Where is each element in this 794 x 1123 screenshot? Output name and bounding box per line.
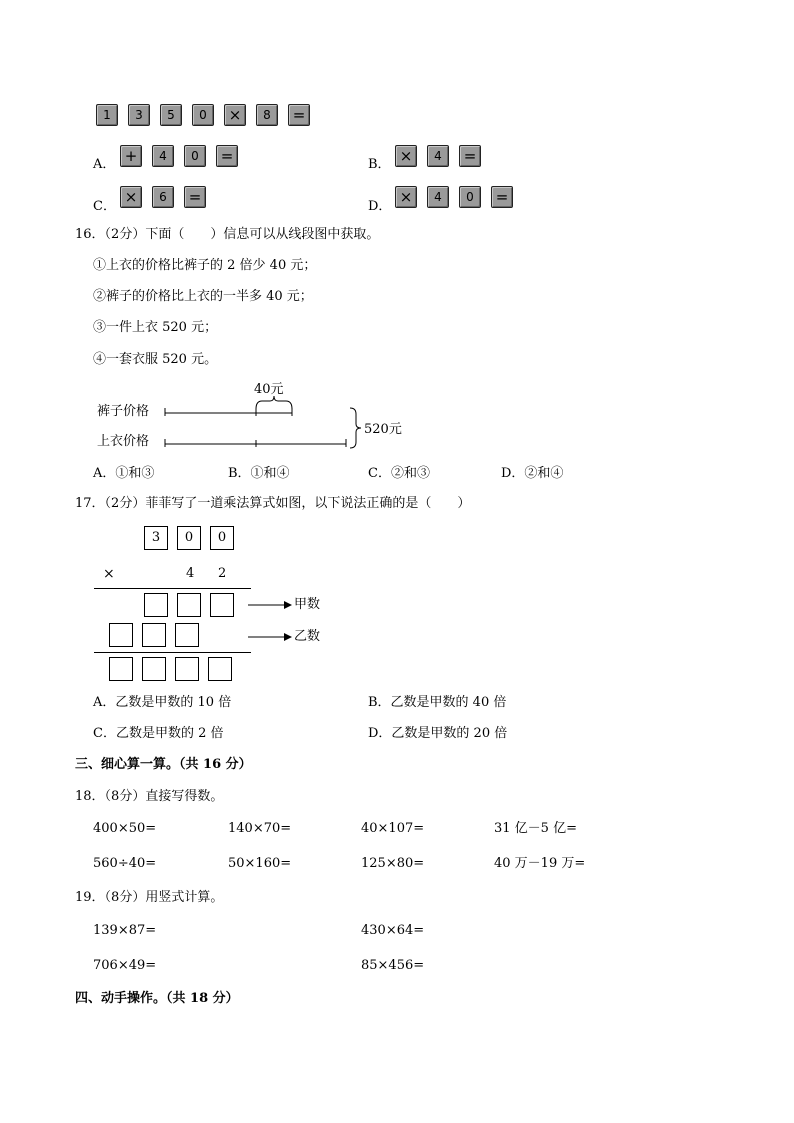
- q18-expr: 125×80=: [361, 856, 425, 871]
- diagram-520-label: 520元: [364, 422, 402, 437]
- key-0: 0: [192, 104, 214, 126]
- q18-expr: 400×50=: [93, 821, 157, 836]
- key-equals: =: [184, 186, 206, 208]
- answer-box: [142, 623, 166, 647]
- q16-option-a: A．①和③: [93, 466, 155, 481]
- answer-box: [175, 657, 199, 681]
- key-times: ×: [395, 145, 417, 167]
- section3-heading: 三、细心算一算。（共 16 分）: [75, 757, 252, 772]
- option-c-letter: C．: [93, 199, 116, 214]
- key-3: 3: [128, 104, 150, 126]
- option-d-letter: D．: [368, 199, 392, 214]
- key-equals: =: [491, 186, 513, 208]
- answer-box: [109, 657, 133, 681]
- key-8: 8: [256, 104, 278, 126]
- q18-expr: 31 亿－5 亿=: [494, 821, 577, 836]
- q16-item-3: ③一件上衣 520 元；: [93, 320, 218, 335]
- answer-box: [208, 657, 232, 681]
- diagram-pants-label: 裤子价格: [97, 404, 150, 419]
- q17-option-a: A．乙数是甲数的 10 倍: [93, 695, 232, 710]
- key-4: 4: [427, 145, 449, 167]
- q16-option-b: B．①和④: [228, 466, 290, 481]
- top-digit-box: 0: [177, 526, 201, 550]
- q19-expr: 706×49=: [93, 958, 157, 973]
- key-times: ×: [395, 186, 417, 208]
- q16-option-d: D．②和④: [501, 466, 564, 481]
- key-equals: =: [288, 104, 310, 126]
- rule-line: [94, 652, 251, 653]
- q16-item-2: ②裤子的价格比上衣的一半多 40 元；: [93, 289, 313, 304]
- q18-expr: 560÷40=: [93, 856, 157, 871]
- answer-box: [175, 623, 199, 647]
- times-sign: ×: [103, 566, 115, 582]
- q19-expr: 139×87=: [93, 923, 157, 938]
- pants-segment: [165, 408, 292, 416]
- q19-expr: 85×456=: [361, 958, 425, 973]
- key-plus: +: [120, 145, 142, 167]
- key-6: 6: [152, 186, 174, 208]
- top-digit-box: 0: [210, 526, 234, 550]
- section4-heading: 四、动手操作。（共 18 分）: [75, 991, 239, 1006]
- q17-option-b: B．乙数是甲数的 40 倍: [368, 695, 507, 710]
- q16-stem: 16．（2分）下面（ ）信息可以从线段图中获取。: [75, 227, 380, 242]
- line-segment-diagram: [0, 0, 794, 470]
- brace-total: [350, 408, 361, 448]
- q18-expr: 140×70=: [228, 821, 292, 836]
- key-equals: =: [216, 145, 238, 167]
- shirt-segment: [165, 439, 346, 447]
- q18-stem: 18．（8分）直接写得数。: [75, 789, 224, 804]
- diagram-shirt-label: 上衣价格: [97, 434, 150, 449]
- q16-item-4: ④一套衣服 520 元。: [93, 352, 218, 367]
- label-jia: 甲数: [294, 597, 321, 612]
- q17-option-d: D．乙数是甲数的 20 倍: [368, 726, 508, 741]
- key-5: 5: [160, 104, 182, 126]
- key-4: 4: [427, 186, 449, 208]
- key-times: ×: [224, 104, 246, 126]
- q18-expr: 40×107=: [361, 821, 425, 836]
- q18-expr: 50×160=: [228, 856, 292, 871]
- q16-option-c: C．②和③: [368, 466, 430, 481]
- key-4: 4: [152, 145, 174, 167]
- arrows: [240, 596, 300, 646]
- answer-box: [142, 657, 166, 681]
- q19-stem: 19．（8分）用竖式计算。: [75, 890, 224, 905]
- diagram-40-label: 40元: [254, 382, 284, 397]
- key-0: 0: [184, 145, 206, 167]
- label-yi: 乙数: [294, 629, 321, 644]
- multiplier-digit: 4: [186, 566, 195, 581]
- key-equals: =: [459, 145, 481, 167]
- q19-expr: 430×64=: [361, 923, 425, 938]
- q17-stem: 17．（2分）菲菲写了一道乘法算式如图，以下说法正确的是（ ）: [75, 496, 471, 511]
- answer-box: [144, 593, 168, 617]
- rule-line: [94, 588, 251, 589]
- key-0: 0: [459, 186, 481, 208]
- q17-option-c: C．乙数是甲数的 2 倍: [93, 726, 224, 741]
- q18-expr: 40 万－19 万=: [494, 856, 586, 871]
- top-digit-box: 3: [144, 526, 168, 550]
- multiplier-digit: 2: [218, 566, 227, 581]
- key-1: 1: [96, 104, 118, 126]
- answer-box: [177, 593, 201, 617]
- q16-item-1: ①上衣的价格比裤子的 2 倍少 40 元；: [93, 258, 317, 273]
- answer-box: [210, 593, 234, 617]
- brace-40: [256, 396, 292, 409]
- key-times: ×: [120, 186, 142, 208]
- option-a-letter: A．: [93, 157, 116, 172]
- option-b-letter: B．: [368, 157, 391, 172]
- answer-box: [109, 623, 133, 647]
